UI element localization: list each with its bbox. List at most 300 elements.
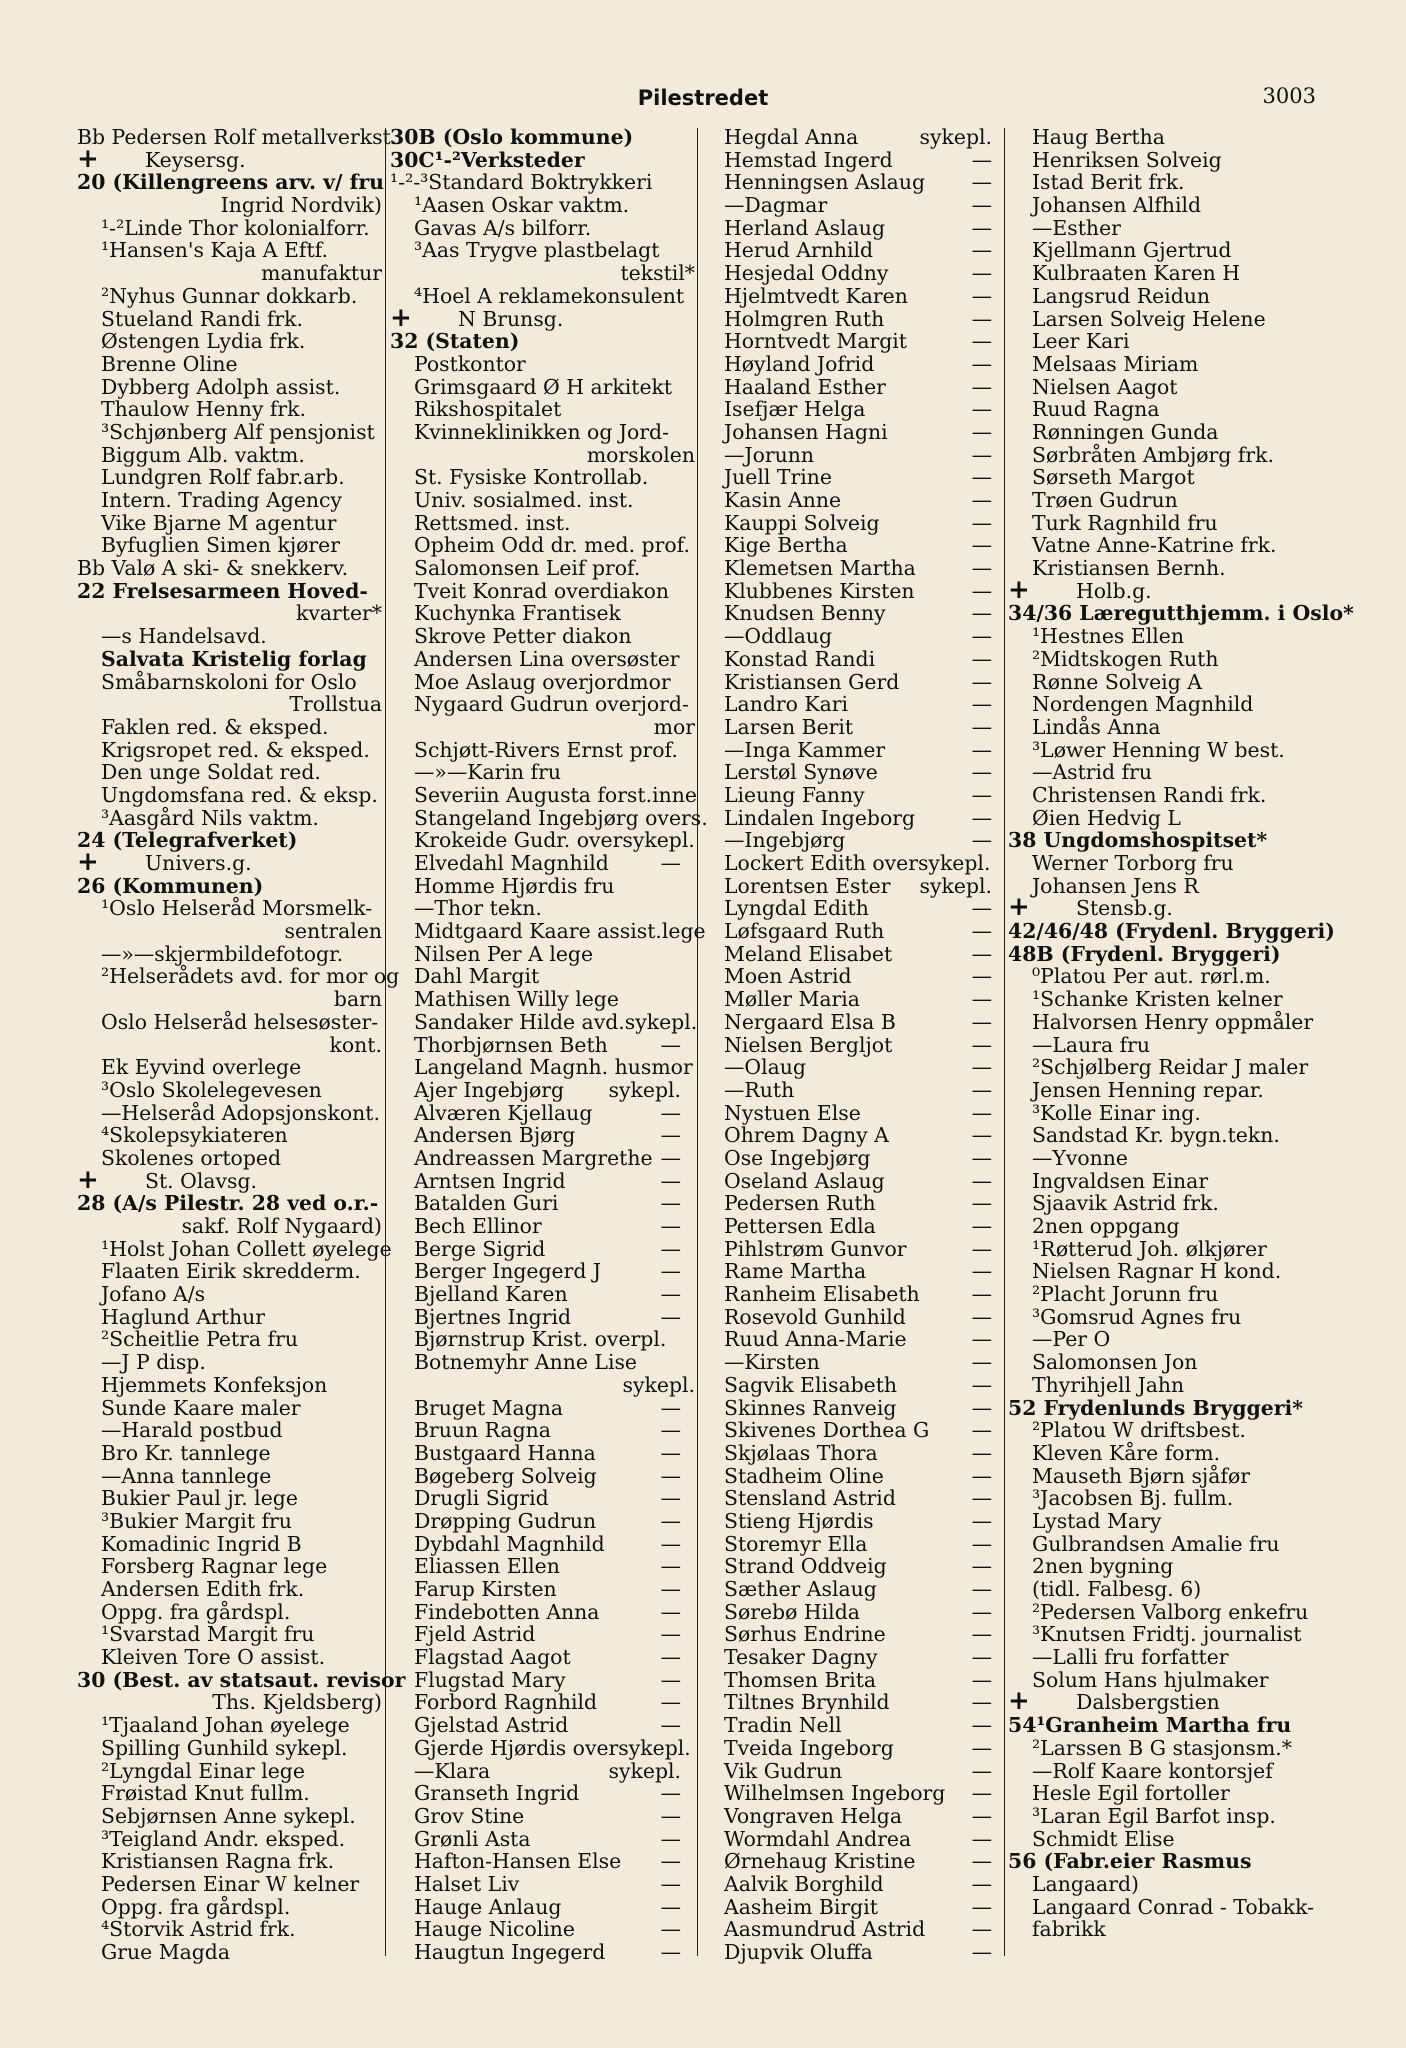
directory-entry: Pedersen Ruth — xyxy=(724,1191,992,1216)
directory-entry: Løfsgaard Ruth — xyxy=(724,919,992,944)
directory-entry: Drøpping Gudrun — xyxy=(414,1508,681,1533)
directory-entry: Hjelmtvedt Karen — xyxy=(724,283,992,308)
directory-entry: —s Handelsavd. xyxy=(101,624,267,649)
directory-entry: ²Nyhus Gunnar dokkarb. xyxy=(101,283,358,308)
directory-entry: Nielsen Bergljot — xyxy=(724,1032,992,1057)
directory-entry: ⁴Hoel A reklamekonsulent xyxy=(414,283,685,308)
directory-entry: Batalden Guri — xyxy=(414,1191,681,1216)
directory-entry: Aasmundrud Astrid — xyxy=(724,1917,992,1942)
directory-entry: Johansen Jens R xyxy=(1032,873,1199,898)
directory-entry: ²Larssen B G stasjonsm.* xyxy=(1032,1735,1292,1760)
directory-entry: Kvinneklinikken og Jord- xyxy=(414,419,670,444)
directory-entry: Stieng Hjørdis — xyxy=(724,1508,992,1533)
directory-entry: Salomonsen Jon xyxy=(1032,1350,1198,1375)
directory-entry: manufaktur xyxy=(261,261,382,286)
directory-entry: Wormdahl Andrea — xyxy=(724,1826,992,1851)
directory-entry xyxy=(1008,574,1318,605)
directory-entry: ²Scheitlie Petra fru xyxy=(101,1327,298,1352)
directory-entry: kont. xyxy=(329,1032,382,1057)
directory-entry: Ingrid Nordvik) xyxy=(220,193,382,218)
directory-entry: ¹Hestnes Ellen xyxy=(1032,624,1184,649)
directory-entry: kvarter* xyxy=(296,601,382,626)
directory-entry: Småbarnskoloni for Oslo xyxy=(101,669,357,694)
directory-entry: Aasheim Birgit — xyxy=(724,1894,992,1919)
directory-entry: Oslo Helseråd helsesøster- xyxy=(101,1009,379,1034)
directory-entry: Ungdomsfana red. & eksp. xyxy=(101,782,378,807)
directory-entry: ²Platou W driftsbest. xyxy=(1032,1418,1246,1443)
directory-entry: Ørnehaug Kristine — xyxy=(724,1849,992,1874)
directory-entry: Klemetsen Martha — xyxy=(724,556,992,581)
directory-entry: Bustgaard Hanna — xyxy=(414,1440,681,1465)
directory-entry: Berge Sigrid — xyxy=(414,1236,681,1261)
directory-entry: Opheim Odd dr. med. prof. xyxy=(414,533,690,558)
directory-entry: —J P disp. xyxy=(101,1350,206,1375)
directory-entry: Lockert Edith oversykepl. xyxy=(724,851,991,875)
directory-entry: Nilsen Per A lege xyxy=(414,941,594,966)
directory-column-3 xyxy=(724,126,1006,1964)
directory-entry: Rønne Solveig A xyxy=(1032,669,1202,694)
directory-entry: Pihlstrøm Gunvor — xyxy=(724,1236,992,1261)
directory-entry: ³Jacobsen Bj. fullm. xyxy=(1032,1486,1234,1511)
directory-entry: Sørebø Hilda — xyxy=(724,1599,992,1624)
directory-entry: ³Laran Egil Barfot insp. xyxy=(1032,1803,1276,1828)
directory-entry: Istad Berit frk. xyxy=(1032,170,1185,195)
directory-entry: Brenne Oline xyxy=(101,351,238,376)
directory-entry: Tveida Ingeborg — xyxy=(724,1735,992,1760)
directory-entry: Kuchynka Frantisek xyxy=(414,601,621,626)
directory-entry: ³Bukier Margit fru xyxy=(101,1508,292,1533)
directory-entry: Sandstad Kr. bygn.tekn. xyxy=(1032,1123,1280,1148)
cross-street-marker: + xyxy=(1008,892,1030,923)
directory-entry: Forbord Ragnhild — xyxy=(414,1690,681,1715)
directory-entry: Sørseth Margot xyxy=(1032,465,1195,490)
directory-entry: ¹Hansen's Kaja A Eftf. xyxy=(101,238,328,263)
directory-entry: Nielsen Ragnar H kond. xyxy=(1032,1259,1282,1284)
directory-entry: 30 (Best. av statsaut. revisor xyxy=(77,1667,406,1692)
directory-entry: Ingvaldsen Einar xyxy=(1032,1168,1209,1193)
directory-entry: Bro Kr. tannlege xyxy=(101,1440,271,1465)
directory-entry: Møller Maria — xyxy=(724,987,992,1012)
directory-entry: Grønli Asta — xyxy=(414,1826,681,1851)
directory-entry: Eliassen Ellen — xyxy=(414,1554,681,1579)
directory-entry: ⁴Skolepsykiateren xyxy=(101,1123,288,1148)
directory-entry: —Yvonne xyxy=(1032,1145,1128,1170)
directory-entry xyxy=(77,143,382,174)
directory-entry: Vatne Anne-Katrine frk. xyxy=(1032,533,1277,558)
directory-entry: Isefjær Helga — xyxy=(724,397,992,422)
cross-street-name: Dalsbergstien xyxy=(1076,1690,1220,1715)
directory-entry: Stueland Randi frk. xyxy=(101,306,304,331)
directory-entry: Sandaker Hilde avd.sykepl. xyxy=(414,1009,698,1034)
directory-entry: Oseland Aslaug — xyxy=(724,1168,992,1193)
directory-entry: Elvedahl Magnhild — xyxy=(414,851,681,875)
directory-entry: Postkontor xyxy=(414,351,526,376)
directory-entry: Gulbrandsen Amalie fru xyxy=(1032,1531,1280,1556)
directory-entry: ²Helserådets avd. for mor og xyxy=(101,964,400,989)
directory-entry: 30C¹-²Verksteder xyxy=(390,147,585,172)
directory-entry: Sjaavik Astrid frk. xyxy=(1032,1191,1219,1216)
directory-entry: 32 (Staten) xyxy=(390,329,520,354)
directory-entry: Mauseth Bjørn sjåfør xyxy=(1032,1463,1250,1488)
directory-entry: ³Gomsrud Agnes fru xyxy=(1032,1304,1242,1329)
cross-street-marker: + xyxy=(77,847,99,877)
directory-entry: ¹Tjaaland Johan øyelege xyxy=(101,1713,350,1738)
directory-entry: Turk Ragnhild fru xyxy=(1032,510,1218,535)
directory-entry: Hesjedal Oddny — xyxy=(724,261,992,286)
directory-entry: Skinnes Ranveig — xyxy=(724,1395,992,1420)
directory-entry: ³Aas Trygve plastbelagt xyxy=(414,238,660,263)
directory-entry: Langsrud Reidun xyxy=(1032,283,1211,308)
directory-entry: Leer Kari xyxy=(1032,329,1130,354)
directory-entry: ³Teigland Andr. eksped. xyxy=(101,1826,346,1851)
directory-entry: mor xyxy=(653,714,695,739)
directory-entry: Jensen Henning repar. xyxy=(1032,1077,1264,1102)
directory-entry: Hesle Egil fortoller xyxy=(1032,1781,1230,1806)
directory-entry xyxy=(1008,1686,1318,1717)
directory-entry: Sebjørnsen Anne sykepl. xyxy=(101,1803,356,1828)
directory-entry: 28 (A/s Pilestr. 28 ved o.r.- xyxy=(77,1191,379,1216)
directory-entry: Bruun Ragna — xyxy=(414,1418,681,1443)
directory-entry: Faklen red. & eksped. xyxy=(101,714,329,739)
directory-entry: Herland Aslaug — xyxy=(724,215,992,240)
directory-entry: Øien Hedvig L xyxy=(1032,805,1181,830)
directory-entry: Thaulow Henny frk. xyxy=(101,397,307,422)
directory-entry: Krigsropet red. & eksped. xyxy=(101,737,370,762)
directory-entry: Larsen Solveig Helene xyxy=(1032,306,1266,331)
directory-entry: ¹-²-³Standard Boktrykkeri xyxy=(390,170,653,195)
directory-entry: Kristiansen Ragna frk. xyxy=(101,1849,335,1874)
directory-entry: Grimsgaard Ø H arkitekt xyxy=(414,374,673,399)
directory-entry: 26 (Kommunen) xyxy=(77,873,264,898)
directory-entry: 2nen oppgang xyxy=(1032,1214,1180,1238)
directory-entry: Homme Hjørdis fru xyxy=(414,873,615,898)
directory-entry: Skrove Petter diakon xyxy=(414,624,632,649)
directory-entry: Schmidt Elise xyxy=(1032,1826,1175,1851)
directory-entry: Vik Gudrun — xyxy=(724,1758,992,1783)
directory-entry: Bjelland Karen — xyxy=(414,1282,681,1307)
directory-entry: 38 Ungdomshospitset* xyxy=(1008,828,1268,853)
directory-entry: Skolenes ortoped xyxy=(101,1145,282,1170)
directory-entry: —Ingebjørg — xyxy=(724,828,992,853)
directory-entry: —Klara sykepl. xyxy=(414,1758,681,1783)
directory-entry: Ranheim Elisabeth — xyxy=(724,1282,992,1307)
directory-entry: —Per O xyxy=(1032,1327,1111,1352)
directory-entry: Nordengen Magnhild xyxy=(1032,692,1254,717)
directory-entry: Sagvik Elisabeth — xyxy=(724,1372,992,1397)
directory-entry: Fjeld Astrid — xyxy=(414,1622,681,1647)
directory-entry: Andreassen Margrethe — xyxy=(414,1145,681,1170)
directory-entry: Sæther Aslaug — xyxy=(724,1577,992,1601)
directory-entry: 34/36 Læregutthjemm. i Oslo* xyxy=(1008,601,1354,626)
cross-street-marker: + xyxy=(77,1164,99,1195)
directory-entry: Bruget Magna — xyxy=(414,1395,681,1420)
directory-entry: Hjemmets Konfeksjon xyxy=(101,1372,328,1397)
directory-entry: Rettsmed. inst. xyxy=(414,510,571,535)
directory-entry: Høyland Jofrid — xyxy=(724,351,992,376)
directory-entry: Vike Bjarne M agentur xyxy=(101,510,337,535)
directory-entry: Melsaas Miriam xyxy=(1032,351,1199,376)
directory-entry: 22 Frelsesarmeen Hoved- xyxy=(77,578,368,603)
directory-entry: Nergaard Elsa B — xyxy=(724,1009,992,1034)
directory-entry: Sørbråten Ambjørg frk. xyxy=(1032,442,1274,467)
directory-entry: Skjølaas Thora — xyxy=(724,1440,992,1465)
directory-entry: Bech Ellinor — xyxy=(414,1214,681,1238)
directory-entry: Lystad Mary xyxy=(1032,1508,1162,1533)
directory-entry: Landro Kari — xyxy=(724,692,992,717)
directory-entry: Kleiven Tore O assist. xyxy=(101,1645,326,1670)
directory-entry: Univ. sosialmed. inst. xyxy=(414,488,634,512)
directory-entry: Lerstøl Synøve — xyxy=(724,760,992,785)
directory-entry: Henriksen Solveig xyxy=(1032,147,1222,172)
directory-entry: sykepl. xyxy=(622,1372,695,1397)
directory-entry: Byfuglien Simen kjører xyxy=(101,533,340,558)
cross-street-name: Keysersg. xyxy=(145,147,246,172)
directory-entry: Haglund Arthur xyxy=(101,1304,265,1329)
directory-entry: ⁴Storvik Astrid frk. xyxy=(101,1917,296,1942)
directory-entry: —Esther xyxy=(1032,215,1121,240)
directory-entry: Horntvedt Margit — xyxy=(724,329,992,354)
directory-entry: Haaland Esther — xyxy=(724,374,992,399)
directory-entry: Klubbenes Kirsten — xyxy=(724,578,992,603)
directory-entry: morskolen xyxy=(586,442,695,467)
directory-entry: Severiin Augusta forst.inne xyxy=(414,782,697,807)
directory-entry: Langeland Magnh. husmor xyxy=(414,1055,693,1080)
directory-entry: Johansen Alfhild xyxy=(1032,193,1202,218)
directory-entry: Nystuen Else — xyxy=(724,1100,992,1125)
directory-entry: Flagstad Aagot — xyxy=(414,1645,681,1670)
directory-entry: Stangeland Ingebjørg overs. xyxy=(414,805,708,830)
directory-entry: Oppg. fra gårdspl. xyxy=(101,1599,291,1624)
directory-entry: Sørhus Endrine — xyxy=(724,1622,992,1647)
directory-entry: Komadinic Ingrid B xyxy=(101,1531,302,1556)
directory-entry: Halset Liv — xyxy=(414,1871,681,1896)
directory-entry: Vongraven Helga — xyxy=(724,1803,992,1828)
directory-entry: Wilhelmsen Ingeborg — xyxy=(724,1781,992,1806)
directory-entry: Rosevold Gunhild — xyxy=(724,1304,992,1329)
directory-entry: Halvorsen Henry oppmåler xyxy=(1032,1009,1314,1034)
directory-entry: Kulbraaten Karen H xyxy=(1032,261,1241,286)
directory-entry: Berger Ingegerd J — xyxy=(414,1259,681,1284)
directory-entry: 54¹Granheim Martha fru xyxy=(1008,1713,1292,1738)
cross-street-name: Holb.g. xyxy=(1076,578,1152,603)
directory-entry: Andersen Bjørg — xyxy=(414,1123,681,1148)
directory-entry: Ths. Kjeldsberg) xyxy=(212,1690,382,1715)
directory-entry: Kjellmann Gjertrud xyxy=(1032,238,1232,263)
directory-entry: Aalvik Borghild — xyxy=(724,1871,992,1896)
directory-entry: Østengen Lydia frk. xyxy=(101,329,306,354)
directory-entry: Stensland Astrid — xyxy=(724,1486,992,1511)
directory-entry: —Olaug — xyxy=(724,1055,992,1080)
cross-street-name: St. Olavsg. xyxy=(145,1168,258,1193)
column-divider xyxy=(697,128,698,1956)
directory-entry: ³Schjønberg Alf pensjonist xyxy=(101,419,375,444)
directory-entry: Midtgaard Kaare assist.lege xyxy=(414,919,706,944)
directory-entry: —Laura fru xyxy=(1032,1032,1151,1057)
directory-entry: Rønningen Gunda xyxy=(1032,419,1219,444)
cross-street-marker: + xyxy=(1008,574,1030,605)
directory-entry: Djupvik Oluffa — xyxy=(724,1940,992,1964)
directory-column-2 xyxy=(390,125,708,1964)
directory-entry: Moe Aslaug overjordmor xyxy=(414,669,671,694)
directory-entry: Krokeide Gudr. oversykepl. xyxy=(414,828,695,853)
directory-entry: Salomonsen Leif prof. xyxy=(414,556,641,581)
directory-entry: Frøistad Knut fullm. xyxy=(101,1781,310,1806)
directory-entry: Andersen Lina oversøster xyxy=(414,646,680,671)
directory-entry: —Thor tekn. xyxy=(414,896,542,921)
directory-entry: Salvata Kristelig forlag xyxy=(101,646,367,671)
directory-entry: —Lalli fru forfatter xyxy=(1032,1645,1229,1670)
directory-entry: Tveit Konrad overdiakon xyxy=(414,578,670,603)
directory-entry: Bb Pedersen Rolf metallverkst. xyxy=(77,125,398,149)
directory-entry xyxy=(77,847,382,877)
directory-entry: 42/46/48 (Frydenl. Bryggeri) xyxy=(1008,919,1335,944)
directory-entry: Bukier Paul jr. lege xyxy=(101,1486,298,1511)
directory-entry: —Dagmar — xyxy=(724,193,992,218)
directory-entry: ¹Aasen Oskar vaktm. xyxy=(414,193,630,218)
directory-entry: Andersen Edith frk. xyxy=(101,1577,305,1601)
directory-entry: ²Pedersen Valborg enkefru xyxy=(1032,1599,1309,1624)
directory-entry: Grov Stine — xyxy=(414,1803,681,1828)
directory-column-1 xyxy=(77,125,406,1964)
directory-entry: Bb Valø A ski- & snekkerv. xyxy=(77,556,349,581)
directory-entry: Tiltnes Brynhild — xyxy=(724,1690,992,1715)
directory-entry: Johansen Hagni — xyxy=(724,419,992,444)
directory-entry: Intern. Trading Agency xyxy=(101,488,342,512)
page-number: 3003 xyxy=(1262,84,1316,108)
directory-entry: Hafton-Hansen Else — xyxy=(414,1849,681,1874)
directory-entry: Tesaker Dagny — xyxy=(724,1645,992,1670)
directory-entry: Langaard Conrad - Tobakk- xyxy=(1032,1894,1315,1919)
directory-entry: ²Lyngdal Einar lege xyxy=(101,1758,305,1783)
directory-entry: Larsen Berit — xyxy=(724,714,992,739)
directory-entry: Dahl Margit xyxy=(414,964,540,989)
directory-entry: Flugstad Mary — xyxy=(414,1667,681,1692)
directory-entry: Henningsen Aslaug — xyxy=(724,170,992,195)
directory-entry: Moen Astrid — xyxy=(724,964,992,989)
directory-entry: —Ruth — xyxy=(724,1077,992,1102)
directory-entry: Solum Hans hjulmaker xyxy=(1032,1667,1269,1692)
cross-street-marker: + xyxy=(1008,1686,1030,1717)
directory-entry: Hemstad Ingerd — xyxy=(724,147,992,172)
directory-entry: Herud Arnhild — xyxy=(724,238,992,263)
directory-entry: Gjerde Hjørdis oversykepl. xyxy=(414,1735,691,1760)
directory-entry: Biggum Alb. vaktm. xyxy=(101,442,305,467)
directory-entry: Ruud Anna-Marie — xyxy=(724,1327,992,1352)
directory-entry: Stadheim Oline — xyxy=(724,1463,992,1488)
directory-entry: Thorbjørnsen Beth — xyxy=(414,1032,681,1057)
directory-entry: Jofano A/s xyxy=(101,1282,206,1307)
directory-entry: ²Schjølberg Reidar J maler xyxy=(1032,1055,1309,1080)
directory-entry: Lieung Fanny — xyxy=(724,782,992,807)
directory-entry: 30B (Oslo kommune) xyxy=(390,125,634,149)
page-title: Pilestredet xyxy=(637,86,769,110)
directory-entry: Lindås Anna xyxy=(1032,714,1161,739)
directory-entry: sentralen xyxy=(284,919,382,944)
directory-entry: —Oddlaug — xyxy=(724,624,992,649)
directory-entry: Nielsen Aagot xyxy=(1032,374,1178,399)
directory-entry: ³Knutsen Fridtj. journalist xyxy=(1032,1622,1302,1647)
directory-entry: Kasin Anne — xyxy=(724,488,992,512)
directory-entry: Findebotten Anna — xyxy=(414,1599,681,1624)
directory-entry: 52 Frydenlunds Bryggeri* xyxy=(1008,1395,1303,1420)
directory-entry: Pedersen Einar W kelner xyxy=(101,1871,360,1896)
directory-entry: Flaaten Eirik skredderm. xyxy=(101,1259,361,1284)
directory-entry: Lundgren Rolf fabr.arb. xyxy=(101,465,345,490)
directory-entry: Forsberg Ragnar lege xyxy=(101,1554,328,1579)
directory-entry: Kleven Kåre form. xyxy=(1032,1440,1221,1465)
directory-entry: —Helseråd Adopsjonskont. xyxy=(101,1100,380,1125)
directory-entry: Granseth Ingrid — xyxy=(414,1781,681,1806)
directory-entry: Lindalen Ingeborg — xyxy=(724,805,992,830)
directory-entry: Holmgren Ruth — xyxy=(724,306,992,331)
directory-entry: Arntsen Ingrid — xyxy=(414,1168,681,1193)
directory-entry: Strand Oddveig — xyxy=(724,1554,992,1579)
directory-entry: ²Placht Jorunn fru xyxy=(1032,1282,1219,1307)
directory-entry: ³Løwer Henning W best. xyxy=(1032,737,1285,762)
directory-entry: Kristiansen Gerd — xyxy=(724,669,992,694)
directory-entry xyxy=(1008,892,1318,923)
directory-entry: ²Midtskogen Ruth xyxy=(1032,646,1219,671)
directory-entry: Haugtun Ingegerd — xyxy=(414,1940,681,1964)
directory-entry: Werner Torborg fru xyxy=(1032,851,1234,875)
directory-entry: ⁰Platou Per aut. rørl.m. xyxy=(1032,964,1271,989)
directory-entry: barn xyxy=(333,987,382,1012)
directory-entry: Langaard) xyxy=(1032,1871,1139,1896)
directory-entry: Sunde Kaare maler xyxy=(101,1395,301,1420)
directory-entry: Ajer Ingebjørg sykepl. xyxy=(414,1077,681,1102)
directory-entry: Oppg. fra gårdspl. xyxy=(101,1894,291,1919)
cross-street-name: Univers.g. xyxy=(145,851,252,875)
directory-entry xyxy=(77,1164,382,1195)
directory-entry: Konstad Randi — xyxy=(724,646,992,671)
directory-entry: Bjørnstrup Krist. overpl. xyxy=(414,1327,667,1352)
directory-entry: —»—skjermbildefotogr. xyxy=(101,941,344,966)
directory-entry: Dybdahl Magnhild — xyxy=(414,1531,681,1556)
directory-entry: Rikshospitalet xyxy=(414,397,562,422)
directory-entry: Ruud Ragna xyxy=(1032,397,1160,422)
directory-entry: Ose Ingebjørg — xyxy=(724,1145,992,1170)
directory-entry: Tradin Nell — xyxy=(724,1713,992,1738)
directory-entry: —Kirsten — xyxy=(724,1350,992,1375)
directory-entry: 20 (Killengreens arv. v/ fru xyxy=(77,170,384,195)
directory-entry: ¹Oslo Helseråd Morsmelk- xyxy=(101,896,373,921)
directory-entry: Christensen Randi frk. xyxy=(1032,782,1267,807)
directory-entry: ¹Holst Johan Collett øyelege xyxy=(101,1236,392,1261)
directory-entry: Kige Bertha — xyxy=(724,533,992,558)
directory-entry: Kristiansen Bernh. xyxy=(1032,556,1226,581)
directory-entry: Nygaard Gudrun overjord- xyxy=(414,692,689,717)
directory-entry: Lyngdal Edith — xyxy=(724,896,992,921)
directory-entry: ¹-²Linde Thor kolonialforr. xyxy=(101,215,370,240)
directory-entry: —Astrid fru xyxy=(1032,760,1153,785)
directory-entry: Lorentsen Ester sykepl. xyxy=(724,873,992,898)
directory-entry: fabrikk xyxy=(1032,1917,1106,1942)
cross-street-name: N Brunsg. xyxy=(458,306,564,331)
directory-entry: Thomsen Brita — xyxy=(724,1667,992,1692)
directory-entry: Gjelstad Astrid — xyxy=(414,1713,681,1738)
directory-entry: Kauppi Solveig — xyxy=(724,510,992,535)
directory-entry: Juell Trine — xyxy=(724,465,992,490)
directory-entry: Drugli Sigrid — xyxy=(414,1486,681,1511)
directory-entry: ¹Røtterud Joh. ølkjører xyxy=(1032,1236,1267,1261)
directory-entry: ³Kolle Einar ing. xyxy=(1032,1100,1201,1125)
directory-entry: —Harald postbud xyxy=(101,1418,283,1443)
directory-entry: Trollstua xyxy=(289,692,382,717)
directory-entry: ¹Schanke Kristen kelner xyxy=(1032,987,1283,1012)
directory-column-4 xyxy=(1008,125,1354,1942)
directory-entry: (tidl. Falbesg. 6) xyxy=(1032,1577,1202,1601)
directory-entry: Spilling Gunhild sykepl. xyxy=(101,1735,348,1760)
